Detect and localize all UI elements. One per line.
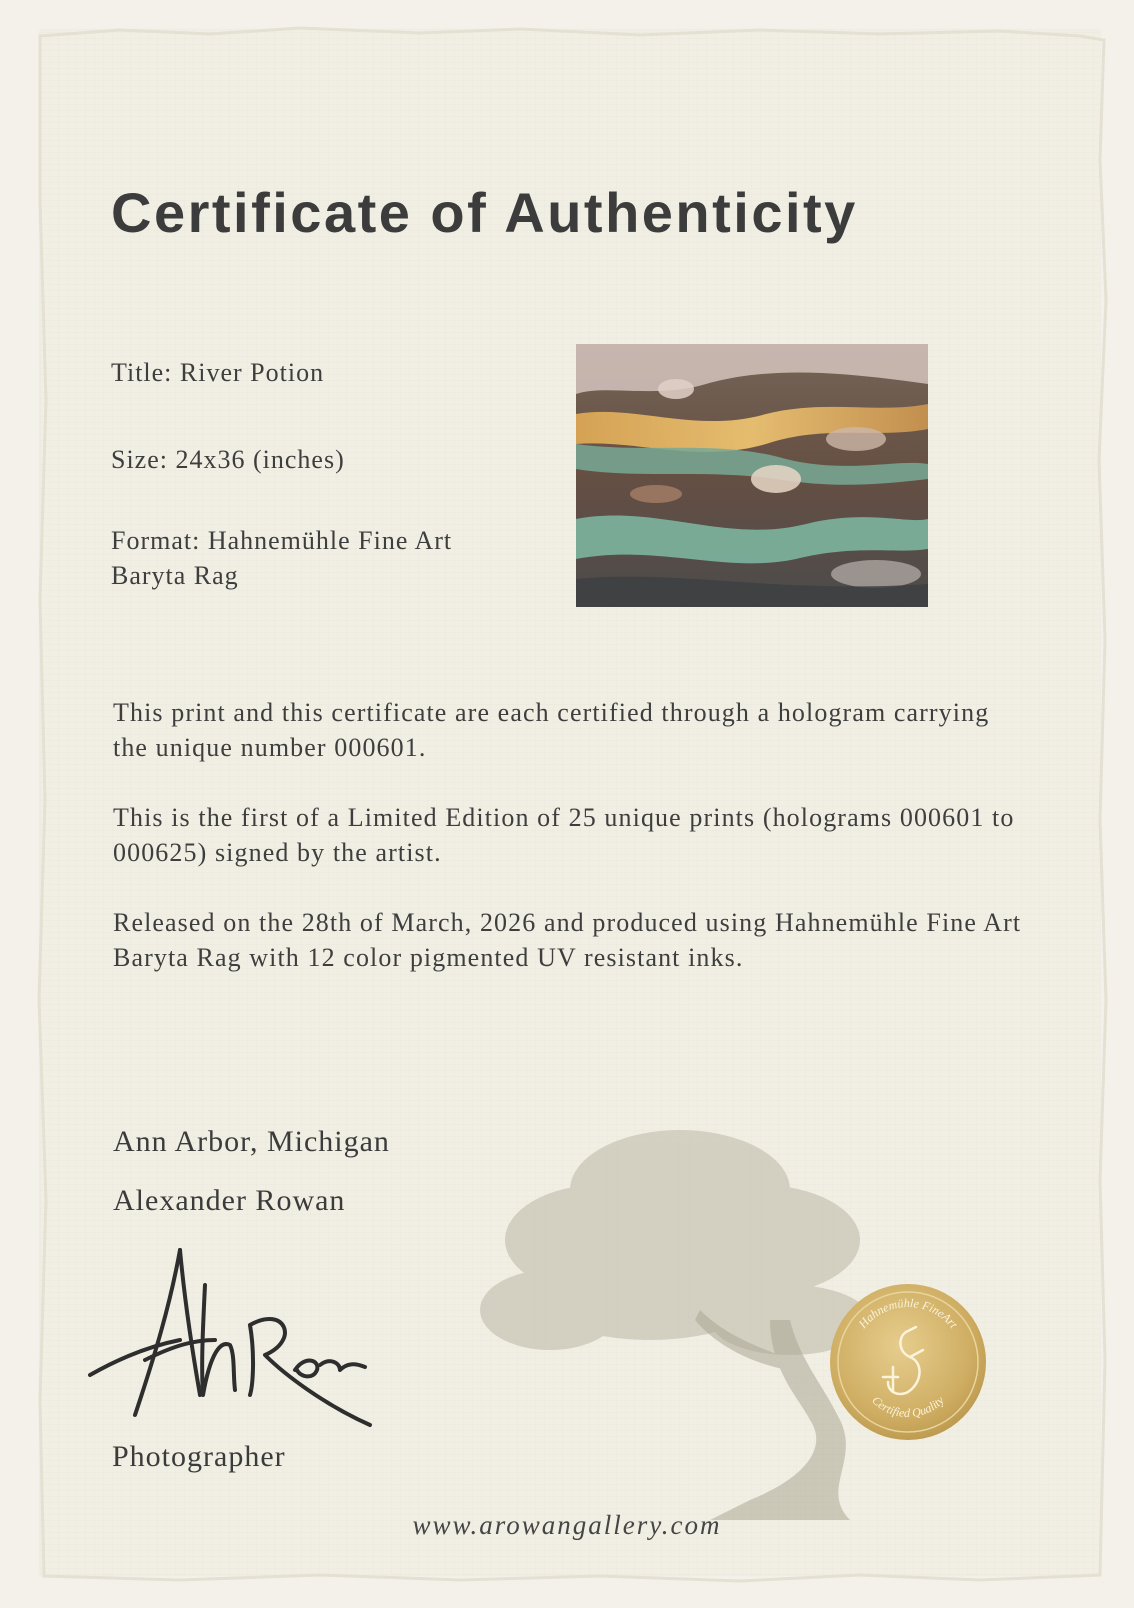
artwork-thumbnail <box>576 344 928 607</box>
artwork-title: Title: River Potion <box>111 358 325 387</box>
artist-location: Ann Arbor, Michigan <box>113 1125 390 1158</box>
seal-top-text: Hahnemühle FineArt <box>855 1295 961 1331</box>
seal-bottom-text: Certified Quality <box>869 1393 947 1421</box>
artist-role: Photographer <box>112 1440 286 1473</box>
artwork-size: Size: 24x36 (inches) <box>111 445 345 474</box>
certified-quality-seal-icon <box>828 1282 988 1442</box>
gallery-website: www.arowangallery.com <box>412 1510 722 1540</box>
release-statement: Released on the 28th of March, 2026 and produced using Hahnemühle Fine Art Baryta Rag with 12 color pigmented UV resistant inks. <box>113 908 1022 972</box>
tree-watermark <box>470 1120 890 1520</box>
hologram-statement: This print and this certificate are each certified through a hologram carrying the unique number 000601. <box>113 698 990 762</box>
certificate-title: Certificate of Authenticity <box>111 181 858 244</box>
artist-name: Alexander Rowan <box>113 1184 346 1217</box>
artwork-format: Format: Hahnemühle Fine Art Baryta Rag <box>111 526 453 590</box>
artist-signature <box>85 1245 385 1435</box>
limited-edition-statement: This is the first of a Limited Edition of 25 unique prints (holograms 000601 to 000625) signed by the artist. <box>113 803 1015 867</box>
